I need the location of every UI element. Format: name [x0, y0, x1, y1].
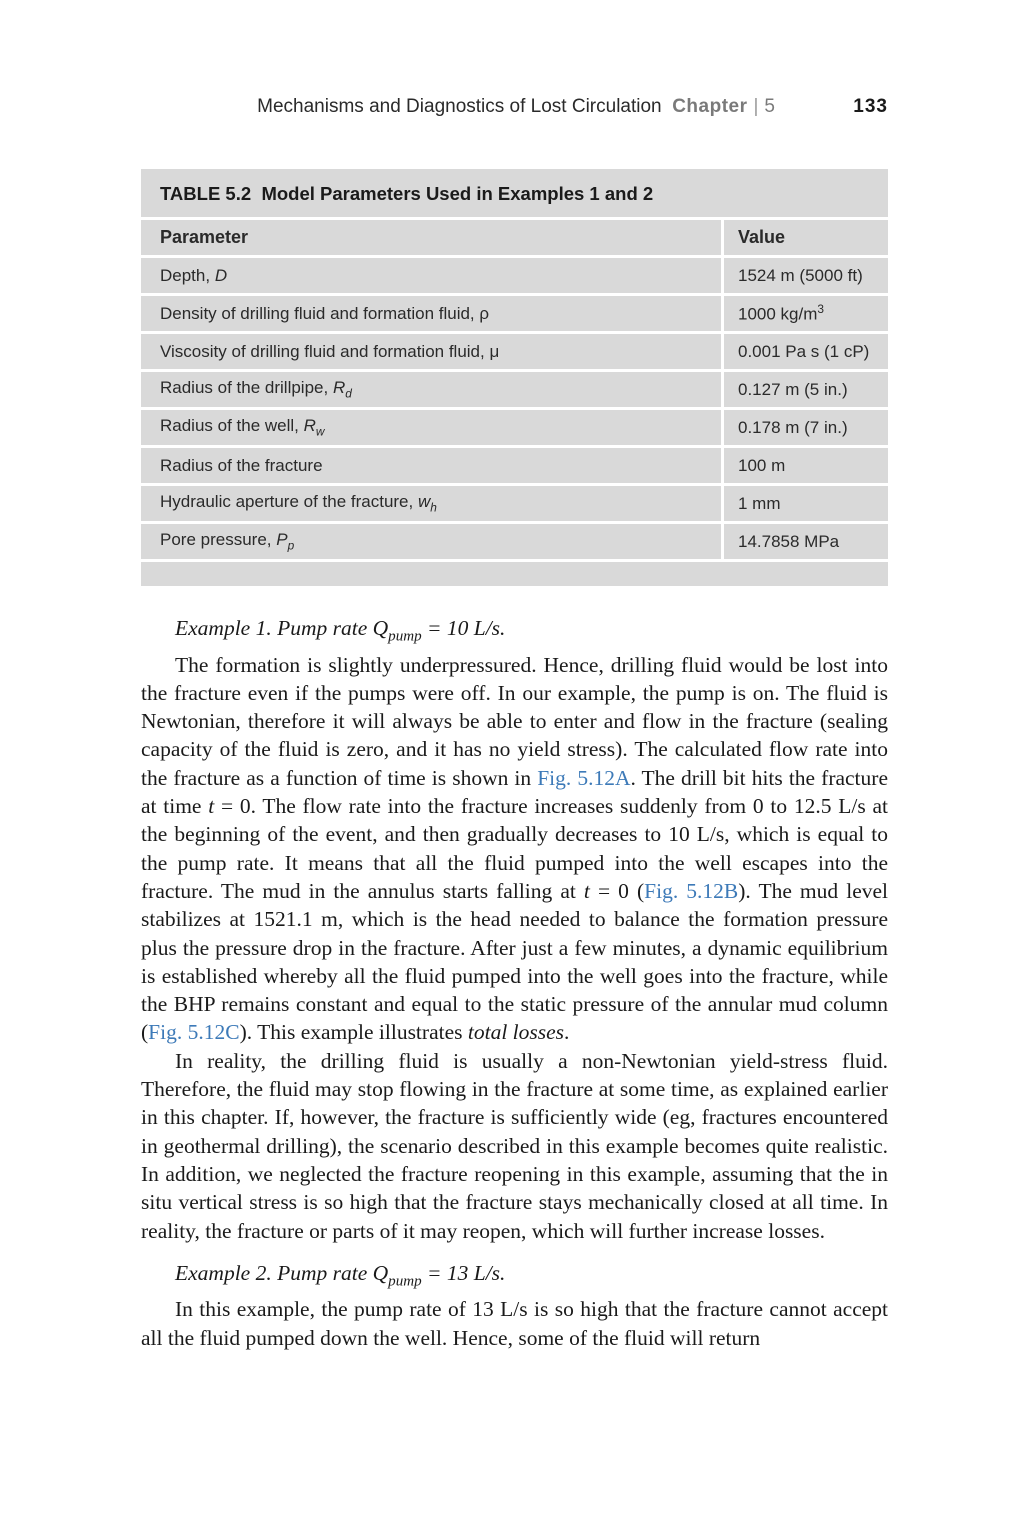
param-symbol: P: [276, 530, 288, 550]
param-symbol: D: [214, 265, 228, 285]
param-text: Pore pressure,: [160, 530, 277, 550]
example-2-heading: [141, 1259, 888, 1296]
param-cell: Viscosity of drilling fluid and formation fluid, μ: [141, 333, 723, 371]
running-header: [141, 96, 888, 122]
q-symbol: Q: [372, 616, 389, 640]
example-1-heading: [141, 614, 888, 651]
paragraph-1: [141, 651, 888, 1047]
param-text: Radius of the well,: [160, 416, 304, 436]
table-id: TABLE 5.2: [160, 183, 252, 204]
fig-5-12c-link[interactable]: Fig. 5.12C: [148, 1020, 240, 1045]
table-caption: [141, 169, 888, 220]
value-cell: 1 mm: [723, 485, 889, 523]
value-cell: 14.7858 MPa: [723, 523, 889, 561]
table-row: [141, 371, 888, 409]
table-grid: [141, 220, 888, 562]
table-row: [141, 447, 888, 485]
param-text: Depth,: [160, 265, 215, 285]
chapter-label: Chapter: [672, 96, 748, 117]
example-2-rate: = 13 L/s.: [421, 1260, 506, 1285]
header-parameter: Parameter: [141, 220, 723, 257]
p1-text-f: ). This example illustrates: [239, 1020, 468, 1045]
param-text: Hydraulic aperture of the fracture,: [160, 492, 418, 512]
param-cell: [141, 257, 723, 295]
p1-text-e: ). The mud level stabilizes at 1521.1 m, which is the head needed to balance the formation pressure plus the pressure drop in the fracture. After just a few minutes, a dynamic equilibrium is established whereby all the fluid pumped into the well goes into the fracture, while the BHP remains constant and equal to the static pressure of the annular mud column (: [141, 878, 888, 1045]
table-row: [141, 485, 888, 523]
paragraph-2: In reality, the drilling fluid is usually a non-Newtonian yield-stress fluid. Therefore, the fluid may stop flowing in the fracture at some time, as explained earlier in this chapter. If, however, the fracture is sufficiently wide (eg, fractures encountered in geothermal drilling), the scenario described in this example becomes quite realistic. In addition, we neglected the fracture reopening in this example, assuming that the in situ vertical stress is so high that the fracture stays mechanically closed at all time. In reality, the fracture or parts of it may reopen, which will further increase losses.: [141, 1048, 888, 1243]
value-cell: 0.127 m (5 in.): [723, 371, 889, 409]
p1-text-d: = 0 (: [589, 878, 645, 903]
table-header-row: [141, 220, 888, 257]
value-cell: [723, 295, 889, 333]
param-text: Radius of the drillpipe,: [160, 378, 333, 398]
value-cell: 0.178 m (7 in.): [723, 409, 889, 447]
param-symbol: w: [417, 492, 431, 512]
param-subscript: p: [287, 538, 295, 553]
q-symbol: Q: [372, 1260, 389, 1285]
param-symbol: R: [332, 378, 346, 398]
param-symbol: R: [303, 416, 316, 436]
q-subscript: pump: [388, 1273, 422, 1290]
param-subscript: d: [345, 386, 352, 401]
chapter-number: 5: [764, 96, 775, 117]
value-cell: 100 m: [723, 447, 889, 485]
example-1-rate: = 10 L/s.: [421, 616, 506, 640]
param-subscript: h: [430, 500, 437, 515]
value-cell: 1524 m (5000 ft): [723, 257, 889, 295]
example-1-label: Example 1. Pump rate: [175, 616, 373, 640]
table-row: [141, 333, 888, 371]
fig-5-12a-link[interactable]: Fig. 5.12A: [537, 765, 631, 790]
param-subscript: w: [315, 424, 325, 439]
table-row: [141, 257, 888, 295]
table-row: [141, 523, 888, 561]
header-value: Value: [723, 220, 889, 257]
table-title: Model Parameters Used in Examples 1 and 2: [261, 183, 654, 204]
page-number: 133: [853, 96, 888, 117]
example-2-label: Example 2. Pump rate: [175, 1260, 373, 1285]
body-text: [141, 612, 888, 1352]
table-footer: [141, 562, 888, 586]
q-subscript: pump: [388, 628, 422, 645]
param-cell: [141, 485, 723, 523]
param-cell: Density of drilling fluid and formation fluid, ρ: [141, 295, 723, 333]
param-cell: [141, 409, 723, 447]
p1-text-c: = 0. The flow rate into the fracture increases suddenly from 0 to 12.5 L/s at the beginning of the event, and then gradually decreases to 10 L/s, which is equal to the pump rate. It means that all the fluid pumped into the well escapes into the fracture. The mud in the annulus starts falling at: [141, 794, 888, 903]
header-separator: |: [753, 96, 759, 117]
param-cell: [141, 371, 723, 409]
t-symbol: t: [208, 794, 215, 819]
value-superscript: 3: [817, 302, 825, 317]
value-text: 1000 kg/m: [738, 304, 818, 324]
table-row: [141, 409, 888, 447]
fig-5-12b-link[interactable]: Fig. 5.12B: [644, 878, 739, 903]
p1-text-b: . The drill bit hits the fracture at time: [141, 765, 888, 819]
parameters-table: [141, 169, 888, 586]
total-losses-term: total losses: [467, 1020, 565, 1045]
book-section-title: Mechanisms and Diagnostics of Lost Circulation: [257, 96, 662, 117]
table-row: [141, 295, 888, 333]
param-cell: Radius of the fracture: [141, 447, 723, 485]
t-symbol: t: [583, 878, 590, 903]
param-cell: [141, 523, 723, 561]
p1-text-g: .: [564, 1020, 570, 1045]
paragraph-3: In this example, the pump rate of 13 L/s is so high that the fracture cannot accept all the fluid pumped down the well. Hence, some of the fluid will return: [141, 1297, 888, 1350]
p1-text-a: The formation is slightly underpressured. Hence, drilling fluid would be lost into the fracture even if the pumps were off. In our example, the pump is on. The fluid is Newtonian, therefore it will always be able to enter and flow in the fracture (sealing capacity of the fluid is zero, and it has no yield stress). The calculated flow rate into the fracture as a function of time is shown in: [141, 652, 888, 790]
value-cell: 0.001 Pa s (1 cP): [723, 333, 889, 371]
running-title: [257, 96, 775, 118]
